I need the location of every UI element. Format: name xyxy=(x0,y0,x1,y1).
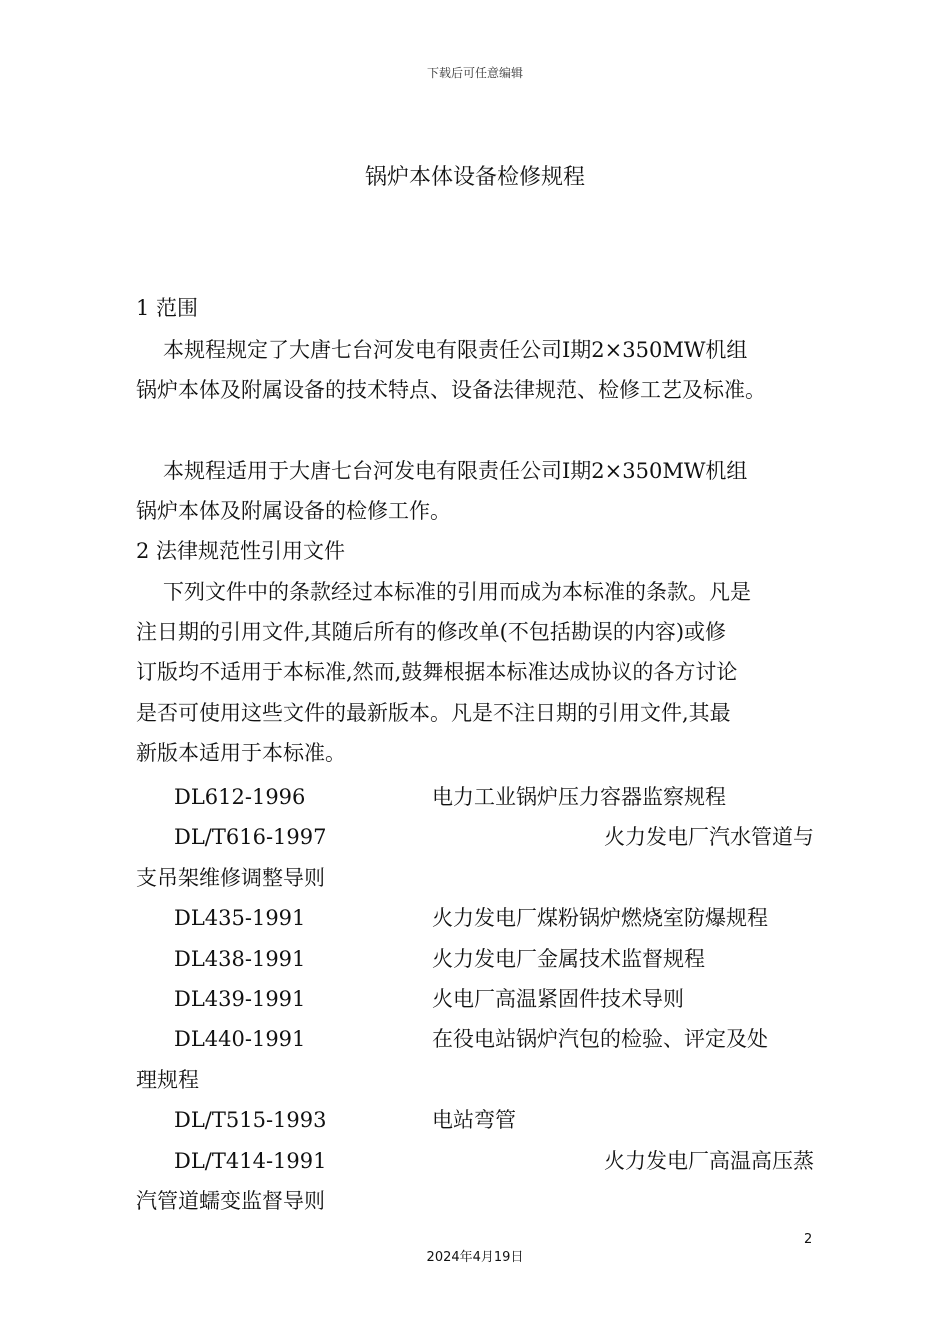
reference-title: 在役电站锅炉汽包的检验、评定及处 xyxy=(432,1027,768,1051)
reference-title-continuation: 理规程 xyxy=(136,1068,199,1092)
reference-code: DL438-1991 xyxy=(174,947,306,971)
section-2-para-line-3: 订版均不适用于本标准,然而,鼓舞根据本标准达成协议的各方讨论 xyxy=(136,660,738,684)
section-1-heading: 1 范围 xyxy=(136,296,199,320)
reference-row xyxy=(136,779,816,815)
section-1-para-2-line-2: 锅炉本体及附属设备的检修工作。 xyxy=(136,499,451,523)
reference-code: DL/T515-1993 xyxy=(174,1108,327,1132)
reference-title-continuation: 支吊架维修调整导则 xyxy=(136,866,325,890)
footer-date: 2024年4月19日 xyxy=(426,1250,524,1265)
section-1-para-1-line-1: 本规程规定了大唐七台河发电有限责任公司Ⅰ期2×350MW机组 xyxy=(163,338,748,362)
reference-title: 火力发电厂汽水管道与 xyxy=(604,825,814,849)
reference-title: 电站弯管 xyxy=(432,1108,516,1132)
reference-title: 火力发电厂煤粉锅炉燃烧室防爆规程 xyxy=(432,906,768,930)
reference-row xyxy=(136,1143,816,1179)
reference-row xyxy=(136,819,816,855)
reference-title: 电力工业锅炉压力容器监察规程 xyxy=(432,785,726,809)
header-note: 下载后可任意编辑 xyxy=(426,66,523,80)
reference-title: 火电厂高温紧固件技术导则 xyxy=(432,987,684,1011)
section-2-para-line-1: 下列文件中的条款经过本标准的引用而成为本标准的条款。凡是 xyxy=(163,580,751,604)
reference-code: DL612-1996 xyxy=(174,785,306,809)
reference-code: DL435-1991 xyxy=(174,906,306,930)
reference-code: DL/T616-1997 xyxy=(174,825,327,849)
reference-code: DL440-1991 xyxy=(174,1027,306,1051)
document-title: 锅炉本体设备检修规程 xyxy=(364,165,585,190)
reference-title: 火力发电厂金属技术监督规程 xyxy=(432,947,705,971)
reference-title-continuation: 汽管道蠕变监督导则 xyxy=(136,1189,325,1213)
section-2-heading: 2 法律规范性引用文件 xyxy=(136,539,346,563)
section-1-para-1-line-2: 锅炉本体及附属设备的技术特点、设备法律规范、检修工艺及标准。 xyxy=(136,378,766,402)
reference-row xyxy=(136,1102,816,1138)
reference-row xyxy=(136,941,816,977)
reference-code: DL439-1991 xyxy=(174,987,306,1011)
reference-code: DL/T414-1991 xyxy=(174,1149,327,1173)
section-2-para-line-5: 新版本适用于本标准。 xyxy=(136,741,346,765)
section-2-para-line-4: 是否可使用这些文件的最新版本。凡是不注日期的引用文件,其最 xyxy=(136,701,731,725)
reference-row xyxy=(136,981,816,1017)
page-number: 2 xyxy=(804,1232,813,1247)
section-2-para-line-2: 注日期的引用文件,其随后所有的修改单(不包括勘误的内容)或修 xyxy=(136,620,727,644)
section-1-para-2-line-1: 本规程适用于大唐七台河发电有限责任公司Ⅰ期2×350MW机组 xyxy=(163,459,748,483)
reference-title: 火力发电厂高温高压蒸 xyxy=(604,1149,814,1173)
reference-row xyxy=(136,900,816,936)
reference-row xyxy=(136,1021,816,1057)
